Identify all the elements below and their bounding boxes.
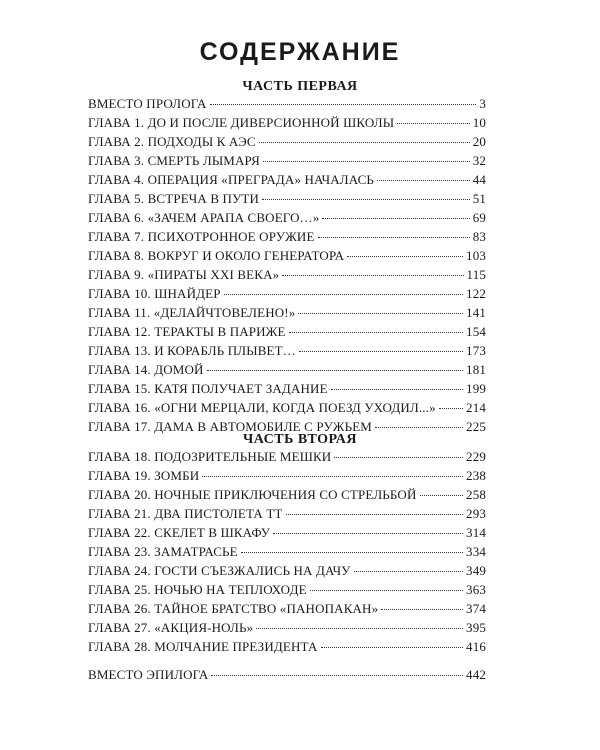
toc-entry-page-number: 416	[466, 639, 486, 654]
toc-entry-title: ГЛАВА 26. ТАЙНОЕ БРАТСТВО «ПАНОПАКАН»	[88, 601, 379, 616]
toc-entry-title: ГЛАВА 21. ДВА ПИСТОЛЕТА ТТ	[88, 506, 283, 521]
toc-entry-title: ВМЕСТО ЭПИЛОГА	[88, 667, 209, 682]
dot-leader	[375, 427, 463, 428]
dot-leader	[289, 332, 463, 333]
toc-entry	[88, 379, 486, 398]
toc-entry-title: ВМЕСТО ПРОЛОГА	[88, 96, 207, 111]
toc-entry-page-number: 20	[472, 134, 486, 149]
toc-entry-page-number: 214	[466, 400, 486, 415]
toc-entry-title: ГЛАВА 24. ГОСТИ СЪЕЗЖАЛИСЬ НА ДАЧУ	[88, 563, 351, 578]
dot-leader	[263, 161, 470, 162]
dot-leader	[256, 628, 463, 629]
toc-entry	[88, 360, 486, 379]
toc-entry-page-number: 32	[472, 153, 486, 168]
toc-entry	[88, 542, 486, 561]
toc-entry	[88, 637, 486, 656]
toc-entry-page-number: 374	[466, 601, 486, 616]
page-title: СОДЕРЖАНИЕ	[199, 38, 401, 66]
toc-entry-page-number: 3	[479, 96, 486, 111]
toc-entry	[88, 265, 486, 284]
toc-entry-page-number: 83	[472, 229, 486, 244]
toc-entry-page-number: 238	[466, 468, 486, 483]
toc-entry	[88, 466, 486, 485]
toc-entry	[88, 580, 486, 599]
dot-leader	[224, 294, 463, 295]
dot-leader	[334, 457, 463, 458]
toc-entry-page-number: 395	[466, 620, 486, 635]
toc-entry-title: ГЛАВА 9. «ПИРАТЫ XXI ВЕКА»	[88, 267, 280, 282]
dot-leader	[286, 514, 464, 515]
toc-entry-page-number: 122	[466, 286, 486, 301]
toc-entry	[88, 170, 486, 189]
dot-leader	[381, 609, 463, 610]
dot-leader	[439, 408, 463, 409]
toc-entry-page-number: 10	[472, 115, 486, 130]
dot-leader	[241, 552, 463, 553]
toc-entry-title: ГЛАВА 20. НОЧНЫЕ ПРИКЛЮЧЕНИЯ СО СТРЕЛЬБОЙ	[88, 487, 417, 502]
dot-leader	[331, 389, 463, 390]
toc-entry	[88, 208, 486, 227]
dot-leader	[211, 675, 463, 676]
toc-entry-title: ГЛАВА 4. ОПЕРАЦИЯ «ПРЕГРАДА» НАЧАЛАСЬ	[88, 172, 375, 187]
toc-entry	[88, 246, 486, 265]
toc-entry-title: ГЛАВА 7. ПСИХОТРОННОЕ ОРУЖИЕ	[88, 229, 315, 244]
toc-entry	[88, 561, 486, 580]
toc-entry	[88, 322, 486, 341]
toc-entry-page-number: 44	[472, 172, 486, 187]
toc-entry-title: ГЛАВА 18. ПОДОЗРИТЕЛЬНЫЕ МЕШКИ	[88, 449, 332, 464]
toc-entry-title: ГЛАВА 27. «АКЦИЯ-НОЛЬ»	[88, 620, 254, 635]
toc-entry-title: ГЛАВА 11. «ДЕЛАЙЧТОВЕЛЕНО!»	[88, 305, 296, 320]
toc-entry-title: ГЛАВА 6. «ЗАЧЕМ АРАПА СВОЕГО…»	[88, 210, 320, 225]
toc-entry	[88, 504, 486, 523]
toc-entry	[88, 523, 486, 542]
toc-entry	[88, 398, 486, 417]
dot-leader	[347, 256, 463, 257]
toc-entry-title: ГЛАВА 1. ДО И ПОСЛЕ ДИВЕРСИОННОЙ ШКОЛЫ	[88, 115, 395, 130]
toc-entry-page-number: 115	[466, 267, 486, 282]
toc-entry-title: ГЛАВА 3. СМЕРТЬ ЛЫМАРЯ	[88, 153, 260, 168]
toc-entry-title: ГЛАВА 14. ДОМОЙ	[88, 362, 204, 377]
toc-entry	[88, 618, 486, 637]
dot-leader	[397, 123, 469, 124]
dot-leader	[420, 495, 464, 496]
toc-entry-page-number: 103	[466, 248, 486, 263]
toc-entry	[88, 599, 486, 618]
toc-entry-page-number: 51	[472, 191, 486, 206]
toc-entry-page-number: 258	[466, 487, 486, 502]
dot-leader	[354, 571, 464, 572]
dot-leader	[282, 275, 463, 276]
toc-entry	[88, 132, 486, 151]
toc-entry-page-number: 69	[472, 210, 486, 225]
dot-leader	[298, 313, 463, 314]
toc-entry-page-number: 334	[466, 544, 486, 559]
toc-entry-title: ГЛАВА 5. ВСТРЕЧА В ПУТИ	[88, 191, 260, 206]
dot-leader	[262, 199, 470, 200]
toc-entry-title: ГЛАВА 10. ШНАЙДЕР	[88, 286, 221, 301]
toc-entry-page-number: 293	[466, 506, 486, 521]
toc-entry	[88, 303, 486, 322]
toc-entry-page-number: 314	[466, 525, 486, 540]
dot-leader	[273, 533, 463, 534]
dot-leader	[202, 476, 463, 477]
toc-entry-page-number: 363	[466, 582, 486, 597]
toc-entry-page-number: 141	[466, 305, 486, 320]
part-heading-second: ЧАСТЬ ВТОРАЯ	[242, 432, 358, 447]
toc-entry	[88, 665, 486, 684]
dot-leader	[259, 142, 470, 143]
toc-entry-page-number: 442	[466, 667, 486, 682]
toc-entry-title: ГЛАВА 17. ДАМА В АВТОМОБИЛЕ С РУЖЬЕМ	[88, 419, 373, 434]
toc-entry-title: ГЛАВА 8. ВОКРУГ И ОКОЛО ГЕНЕРАТОРА	[88, 248, 345, 263]
toc-entry	[88, 284, 486, 303]
toc-entry	[88, 94, 486, 113]
dot-leader	[377, 180, 470, 181]
toc-entry-title: ГЛАВА 2. ПОДХОДЫ К АЭС	[88, 134, 256, 149]
toc-entry-title: ГЛАВА 28. МОЛЧАНИЕ ПРЕЗИДЕНТА	[88, 639, 318, 654]
toc-entry-title: ГЛАВА 25. НОЧЬЮ НА ТЕПЛОХОДЕ	[88, 582, 307, 597]
toc-entry-title: ГЛАВА 23. ЗАМАТРАСЬЕ	[88, 544, 238, 559]
toc-list-part-two	[88, 447, 486, 684]
toc-entry-title: ГЛАВА 16. «ОГНИ МЕРЦАЛИ, КОГДА ПОЕЗД УХОДИЛ...»	[88, 400, 436, 415]
toc-entry-title: ГЛАВА 12. ТЕРАКТЫ В ПАРИЖЕ	[88, 324, 286, 339]
toc-entry-title: ГЛАВА 19. ЗОМБИ	[88, 468, 200, 483]
toc-entry-page-number: 154	[466, 324, 486, 339]
toc-entry	[88, 151, 486, 170]
dot-leader	[210, 104, 477, 105]
toc-entry	[88, 113, 486, 132]
toc-entry-page-number: 225	[466, 419, 486, 434]
toc-entry-page-number: 181	[466, 362, 486, 377]
toc-entry-page-number: 229	[466, 449, 486, 464]
toc-entry	[88, 189, 486, 208]
toc-entry	[88, 447, 486, 466]
toc-entry-page-number: 173	[466, 343, 486, 358]
part-heading-first: ЧАСТЬ ПЕРВАЯ	[242, 79, 358, 94]
dot-leader	[321, 647, 464, 648]
toc-entry-page-number: 349	[466, 563, 486, 578]
dot-leader	[207, 370, 463, 371]
dot-leader	[318, 237, 470, 238]
dot-leader	[299, 351, 463, 352]
dot-leader	[322, 218, 469, 219]
toc-entry-title: ГЛАВА 13. И КОРАБЛЬ ПЛЫВЕТ…	[88, 343, 296, 358]
toc-entry-title: ГЛАВА 22. СКЕЛЕТ В ШКАФУ	[88, 525, 271, 540]
toc-entry-title: ГЛАВА 15. КАТЯ ПОЛУЧАЕТ ЗАДАНИЕ	[88, 381, 328, 396]
toc-entry	[88, 341, 486, 360]
toc-entry	[88, 227, 486, 246]
toc-list-part-one	[88, 94, 486, 436]
toc-entry	[88, 485, 486, 504]
dot-leader	[310, 590, 463, 591]
toc-entry-page-number: 199	[466, 381, 486, 396]
